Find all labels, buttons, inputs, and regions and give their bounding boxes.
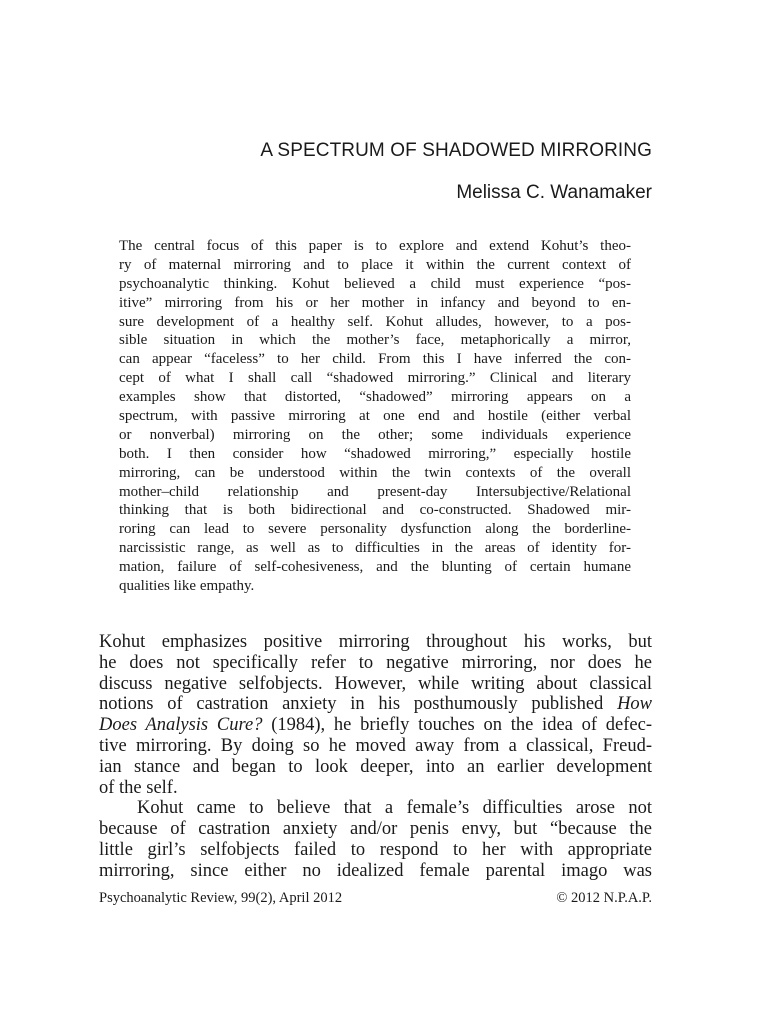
abstract-line: mirroring, can be understood within the twin contexts of the overall	[119, 464, 631, 481]
abstract-line: sure development of a healthy self. Kohut alludes, however, to a pos-	[119, 313, 631, 330]
abstract-line: sible situation in which the mother’s face, metaphorically a mirror,	[119, 332, 631, 349]
abstract-line: examples show that distorted, “shadowed” mirroring appears on a	[119, 389, 631, 406]
abstract-line: mation, failure of self-cohesiveness, and the blunting of certain humane	[119, 559, 631, 576]
journal-citation: Psychoanalytic Review, 99(2), April 2012	[99, 890, 343, 906]
body-line	[99, 694, 652, 715]
body-line: of the self.	[99, 777, 178, 798]
body-line: because of castration anxiety and/or penis envy, but “because the	[99, 819, 652, 840]
body-line: mirroring, since either no idealized female parental imago was	[99, 860, 652, 881]
body-line-text: notions of castration anxiety in his posthumously published	[99, 694, 604, 715]
abstract-line: thinking that is both bidirectional and co-constructed. Shadowed mir-	[119, 502, 631, 519]
body-line: tive mirroring. By doing so he moved away from a classical, Freud-	[99, 735, 652, 756]
abstract-line: psychoanalytic thinking. Kohut believed a child must experience “pos-	[119, 275, 631, 292]
body-line-text: (1984), he briefly touches on the idea of defec-	[262, 715, 652, 736]
article-title: A SPECTRUM OF SHADOWED MIRRORING	[260, 140, 652, 161]
abstract-line: roring can lead to severe personality dysfunction along the borderline-	[119, 521, 631, 538]
abstract-line: ry of maternal mirroring and to place it within the current context of	[119, 256, 631, 273]
abstract-line: mother–child relationship and present-day Intersubjective/Relational	[119, 483, 631, 500]
body-line: Kohut came to believe that a female’s difficulties arose not	[137, 798, 652, 819]
abstract-line: cept of what I shall call “shadowed mirroring.” Clinical and literary	[119, 370, 631, 387]
body-text	[99, 632, 652, 882]
body-line: discuss negative selfobjects. However, while writing about classical	[99, 673, 652, 694]
body-line: little girl’s selfobjects failed to respond to her with appropriate	[99, 839, 652, 860]
abstract-line: itive” mirroring from his or her mother in infancy and beyond to en-	[119, 294, 631, 311]
abstract-line: qualities like empathy.	[119, 578, 255, 595]
abstract-line: spectrum, with passive mirroring at one end and hostile (either verbal	[119, 408, 631, 425]
abstract-line: narcissistic range, as well as to difficulties in the areas of identity for-	[119, 540, 631, 557]
abstract	[119, 237, 631, 596]
page-footer	[99, 890, 652, 907]
body-line: ian stance and began to look deeper, into an earlier development	[99, 756, 652, 777]
copyright-notice: © 2012 N.P.A.P.	[556, 890, 652, 906]
abstract-line: both. I then consider how “shadowed mirroring,” especially hostile	[119, 445, 631, 462]
book-title-italic: How	[617, 694, 653, 715]
body-line: Kohut emphasizes positive mirroring throughout his works, but	[99, 632, 652, 652]
abstract-line: The central focus of this paper is to explore and extend Kohut’s theo-	[119, 238, 631, 254]
article-author: Melissa C. Wanamaker	[456, 182, 652, 203]
abstract-line: or nonverbal) mirroring on the other; some individuals experience	[119, 426, 631, 443]
body-line	[99, 715, 652, 736]
body-line: he does not specifically refer to negative mirroring, nor does he	[99, 652, 652, 673]
abstract-line: can appear “faceless” to her child. From this I have inferred the con-	[119, 351, 631, 368]
book-title-italic: Does Analysis Cure?	[99, 715, 263, 736]
